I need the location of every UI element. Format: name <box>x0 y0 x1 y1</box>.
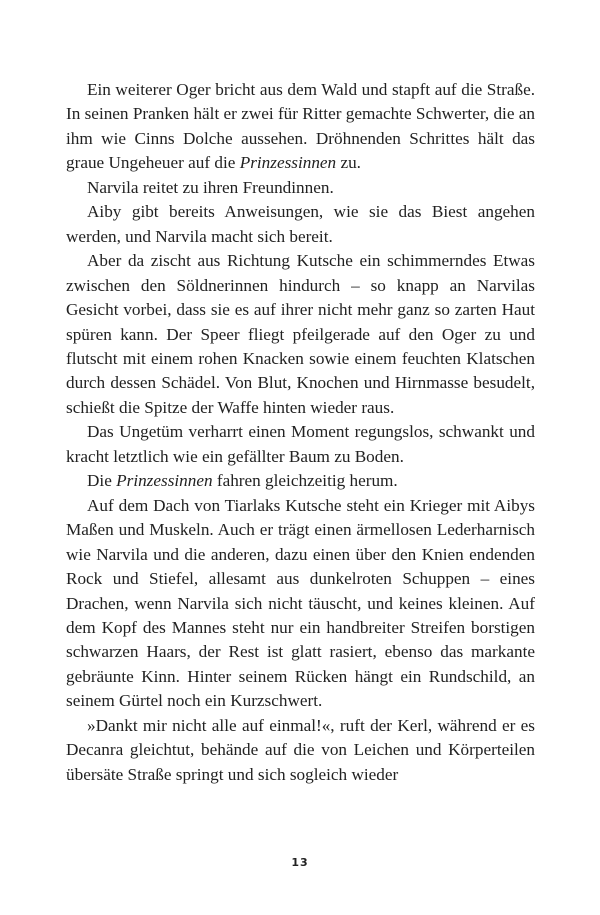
text-run: Auf dem Dach von Tiarlaks Kutsche steht ein Krieger mit Aibys Maßen und Muskeln. Auch er trägt einen ärmellosen Lederharnisch wie Narvila und die anderen, dazu einen über den Knien endenden Rock und Stiefel, allesamt aus dunkelroten Schuppen – eines Drachen, wenn Narvila sich nicht täuscht, und keines kleinen. Auf dem Kopf des Mannes steht nur ein handbreiter Streifen borstigen schwarzen Haars, der Rest ist glatt rasiert, ebenso das markante gebräunte Kinn. Hinter seinem Rücken hängt ein Rundschild, an seinem Gürtel noch ein Kurzschwert. <box>66 495 535 711</box>
paragraph <box>66 176 535 200</box>
paragraph <box>66 78 535 176</box>
text-run: Narvila reitet zu ihren Freundinnen. <box>87 177 334 197</box>
page-number: 13 <box>291 856 309 869</box>
text-run: »Dankt mir nicht alle auf einmal!«, ruft der Kerl, während er es Decanra gleichtut, behände auf die von Leichen und Körperteilen übersäte Straße springt und sich sogleich wieder <box>66 715 535 784</box>
text-run: Aiby gibt bereits Anweisungen, wie sie das Biest angehen werden, und Narvila macht sich bereit. <box>66 202 535 246</box>
text-run: Ein weiterer Oger bricht aus dem Wald und stapft auf die Straße. In seinen Pranken hält er zwei für Ritter gemachte Schwerter, die an ihm wie Cinns Dolche aussehen. Dröhnenden Schrittes hält das graue Ungeheuer auf die <box>66 80 535 173</box>
text-run: fahren gleichzeitig herum. <box>212 471 398 491</box>
paragraph <box>66 714 535 787</box>
paragraph <box>66 494 535 714</box>
paragraph <box>66 469 535 493</box>
text-run: Aber da zischt aus Richtung Kutsche ein schimmerndes Etwas zwischen den Söldnerinnen hindurch – so knapp an Narvilas Gesicht vorbei, dass sie es auf ihrer nicht mehr ganz so zarten Haut spüren kann. Der Speer fliegt pfeilgerade auf den Oger zu und flutscht mit einem rohen Knacken sowie einem feuchten Klatschen durch dessen Schädel. Von Blut, Knochen und Hirnmasse besudelt, schießt die Spitze der Waffe hinten wieder raus. <box>66 251 535 417</box>
paragraph <box>66 200 535 249</box>
italic-text-run: Prinzessinnen <box>239 153 337 173</box>
text-run: Die <box>87 471 117 491</box>
italic-text-run: Prinzessinnen <box>116 471 213 491</box>
paragraph <box>66 249 535 420</box>
book-page-body <box>66 78 535 787</box>
text-run: zu. <box>336 153 361 173</box>
text-run: Das Ungetüm verharrt einen Moment regungslos, schwankt und kracht letztlich wie ein gefällter Baum zu Boden. <box>66 422 535 466</box>
paragraph <box>66 420 535 469</box>
